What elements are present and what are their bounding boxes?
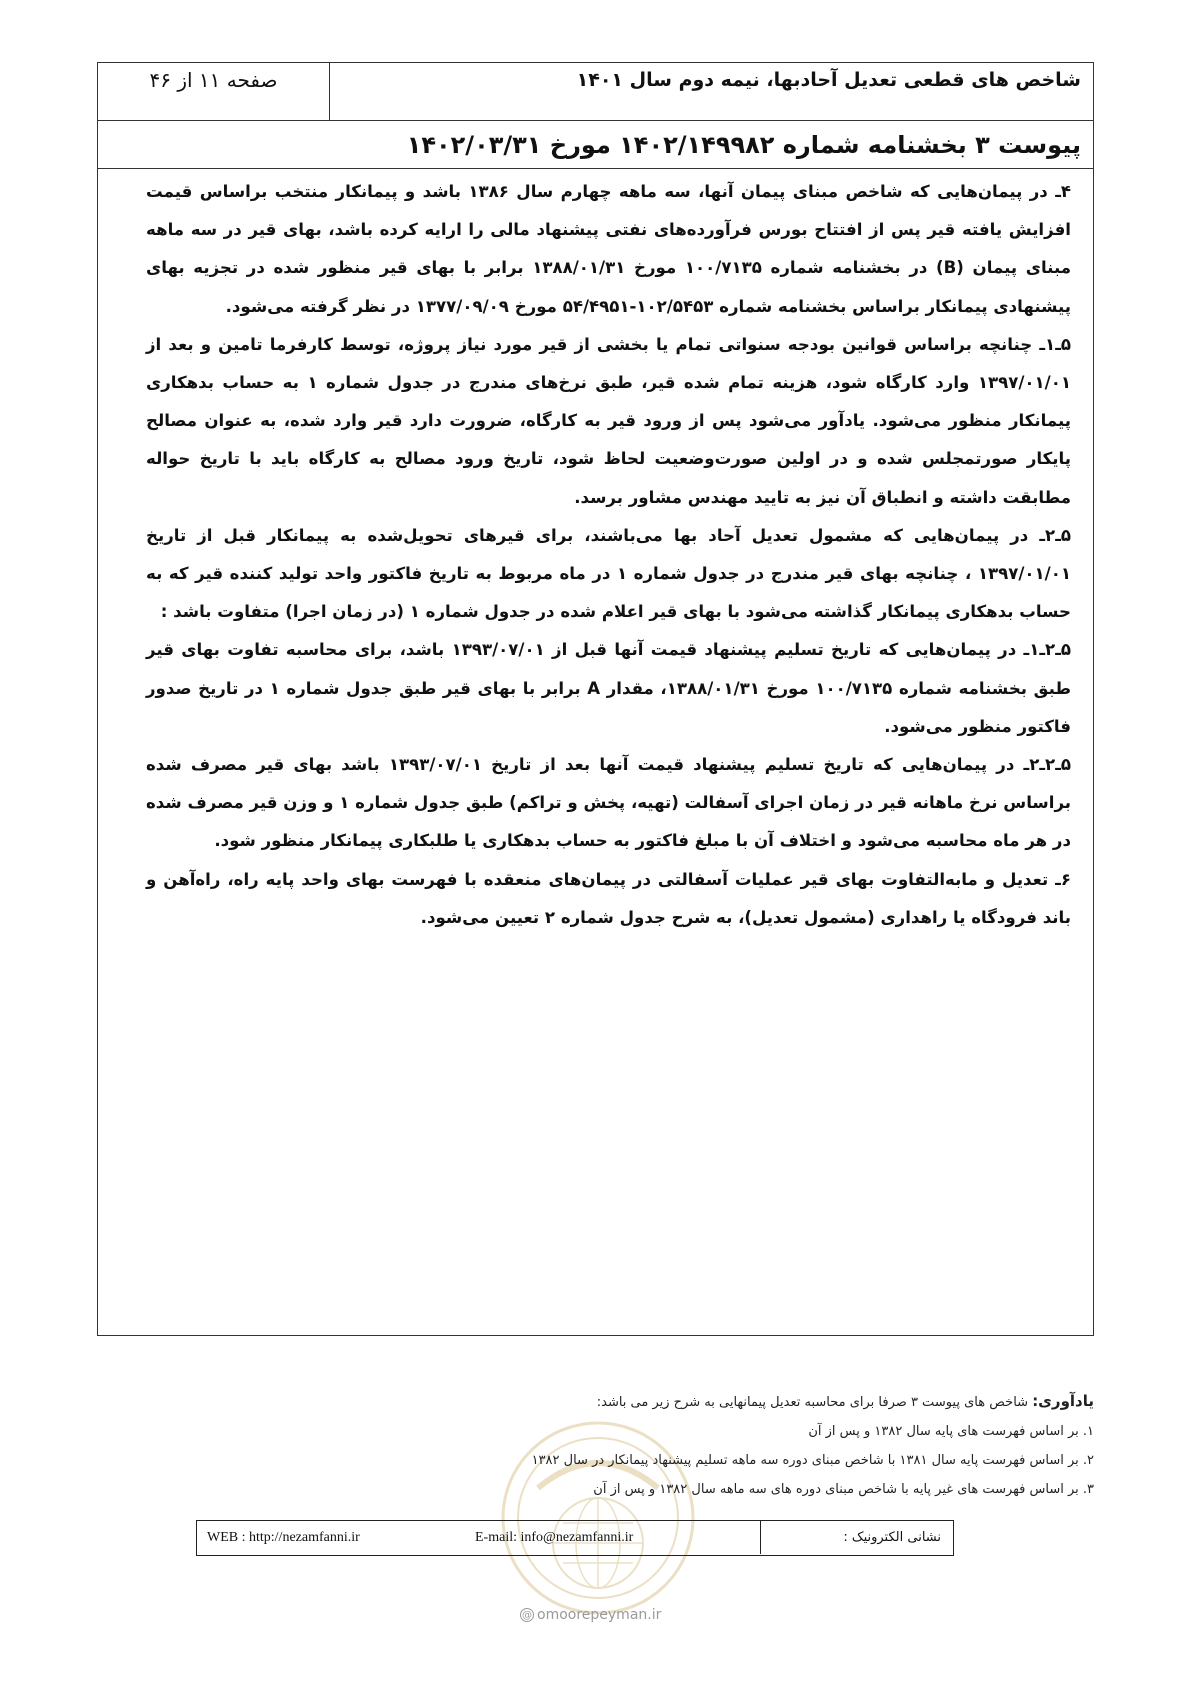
paragraph-5-2-1: ۵ـ۲ـ۱ـ در پیمان‌هایی که تاریخ تسلیم پیشنهاد قیمت آنها قبل از ۱۳۹۳/۰۷/۰۱ باشد، برای محاسبه تفاوت بهای قیر طبق بخشنامه شماره ۱۰۰/۷۱۳۵ مورخ ۱۳۸۸/۰۱/۳۱، مقدار A برابر با بهای قیر طبق جدول شماره ۱ در تاریخ صدور فاکتور منظور می‌شود. [146,640,1071,736]
contact-label: نشانی الکترونیک : [760,1521,953,1554]
at-icon: @ [522,1610,532,1621]
contact-email[interactable]: E-mail: info@nezamfanni.ir [475,1530,634,1545]
watermark-site-text: omoorepeyman.ir [537,1607,662,1623]
paragraph-5-2-2: ۵ـ۲ـ۲ـ در پیمان‌هایی که تاریخ تسلیم پیشنهاد قیمت آنها بعد از تاریخ ۱۳۹۳/۰۷/۰۱ باشد بهای قیر مصرف شده براساس نرخ ماهانه قیر در زمان اجرای آسفالت (تهیه، پخش و تراکم) طبق جدول شماره ۱ و وزن قیر مصرف شده در هر ماه محاسبه می‌شود و اختلاف آن با مبلغ فاکتور به حساب بدهکاری یا طلبکاری پیمانکار منظور شود. [146,755,1071,851]
contact-table [196,1520,954,1556]
appendix-row [98,121,1093,169]
watermark-site [520,1607,661,1623]
appendix-title: پیوست ۳ بخشنامه شماره ۱۴۰۲/۱۴۹۹۸۲ مورخ ۱۴۰۲/۰۳/۳۱ [406,131,1081,159]
reminder-lead: یادآوری: [1032,1392,1094,1410]
reminder-item: ۳. بر اساس فهرست های غیر پایه با شاخص مبنای دوره های سه ماهه سال ۱۳۸۲ و پس از آن [593,1482,1094,1497]
paragraph-5-2: ۵ـ۲ـ در پیمان‌هایی که مشمول تعدیل آحاد بها می‌باشند، برای قیرهای تحویل‌شده به پیمانکار قبل از تاریخ ۱۳۹۷/۰۱/۰۱ ، چنانچه بهای قیر مندرج در جدول شماره ۱ در ماه مربوط به تاریخ فاکتور واحد تولید کننده قیر که به حساب بدهکاری پیمانکار گذاشته می‌شود با بهای قیر اعلام شده در جدول شماره ۱ (در زمان اجرا) متفاوت باشد : [146,525,1071,622]
paragraph-4: ۴ـ در پیمان‌هایی که شاخص مبنای پیمان آنها، سه ماهه چهارم سال ۱۳۸۶ باشد و پیمانکار منتخب براساس قیمت افزایش یافته قیر پس از افتتاح بورس فرآورده‌های نفتی پیشنهاد مالی را ارایه کرده باشد، بهای قیر در سه ماهه مبنای پیمان (B) در بخشنامه شماره ۱۰۰/۷۱۳۵ مورخ ۱۳۸۸/۰۱/۳۱ برابر با بهای قیر منظور شده در تجزیه بهای پیشنهادی پیمانکار براساس بخشنامه شماره ۱۰۲/۵۴۵۳-۵۴/۴۹۵۱ مورخ ۱۳۷۷/۰۹/۰۹ در نظر گرفته می‌شود. [146,182,1072,316]
header-row [98,63,1093,121]
paragraph-6: ۶ـ تعدیل و مابه‌التفاوت بهای قیر عملیات آسفالتی در پیمان‌های منعقده با فهرست بهای واحد پایه راه، راه‌آهن و باند فرودگاه یا راهداری (مشمول تعدیل)، به شرح جدول شماره ۲ تعیین می‌شود. [146,869,1071,927]
reminder-intro-line [94,1387,1094,1417]
document-title: شاخص های قطعی تعدیل آحادبها، نیمه دوم سال ۱۴۰۱ [576,69,1081,91]
paragraph-5-1: ۵ـ۱ـ چنانچه براساس قوانین بودجه سنواتی تمام یا بخشی از قیر مورد نیاز پروژه، توسط کارفرما تامین و بعد از ۱۳۹۷/۰۱/۰۱ وارد کارگاه شود، هزینه تمام شده قیر، طبق نرخ‌های مندرج در جدول شماره ۱ به حساب بدهکاری پیمانکار منظور می‌شود. یادآور می‌شود پس از ورود قیر به کارگاه، ضرورت دارد قیر وارد شده، به عنوان مصالح پایکار صورتمجلس شده و در اولین صورت‌وضعیت لحاظ شود، تاریخ ورود مصالح به کارگاه باید با تاریخ حواله مطابقت داشته و انطباق آن نیز به تایید مهندس مشاور برسد. [146,334,1071,507]
page-number: صفحه ۱۱ از ۴۶ [98,63,330,121]
reminder-section [94,1387,1094,1504]
page-frame [97,62,1094,1336]
reminder-intro: شاخص های پیوست ۳ صرفا برای محاسبه تعدیل پیمانهایی به شرح زیر می باشد: [596,1395,1033,1410]
reminder-item: ۱. بر اساس فهرست های پایه سال ۱۳۸۲ و پس از آن [808,1424,1094,1439]
contact-web-link[interactable]: WEB : http://nezamfanni.ir [207,1530,360,1545]
reminder-item: ۲. بر اساس فهرست پایه سال ۱۳۸۱ با شاخص مبنای دوره سه ماهه تسلیم پیشنهاد پیمانکار در سال ۱۳۸۲ [531,1453,1094,1468]
body-text [146,173,1071,937]
